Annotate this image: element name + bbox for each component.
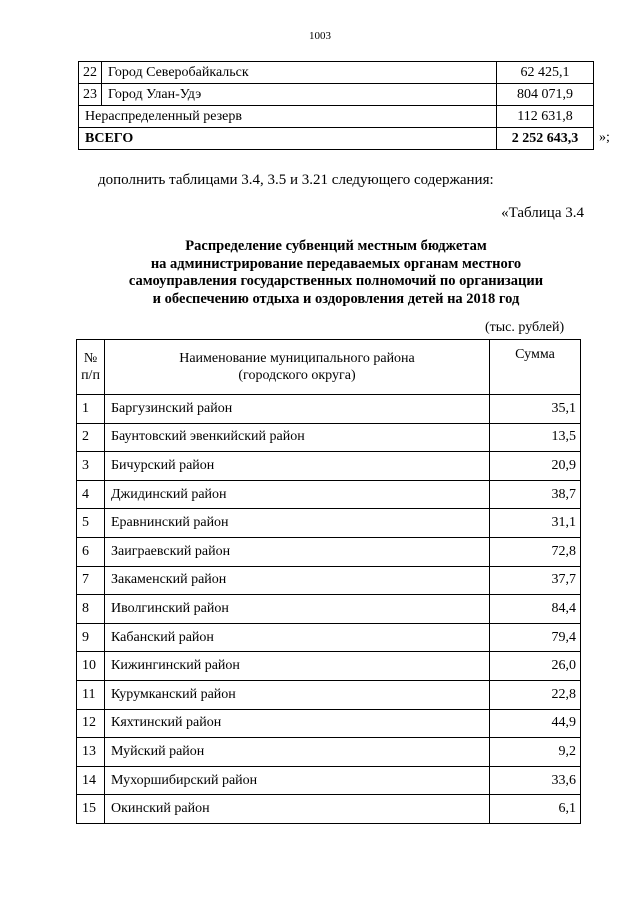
- row-name: Баргузинский район: [105, 395, 490, 424]
- heading-line: на администрирование передаваемых органам местного: [150, 255, 522, 272]
- subvention-table: [76, 339, 581, 824]
- previous-table-end: [78, 61, 594, 150]
- row-sum: 35,1: [490, 395, 581, 424]
- row-name: Заиграевский район: [105, 537, 490, 566]
- row-name: Баунтовский эвенкийский район: [105, 423, 490, 452]
- header-number-line1: №: [83, 351, 98, 366]
- header-number: [77, 340, 105, 395]
- heading-line: Распределение субвенций местным бюджетам: [185, 238, 487, 254]
- row-sum: 33,6: [490, 766, 581, 795]
- total-row: [79, 128, 594, 150]
- row-name: Бичурский район: [105, 452, 490, 481]
- row-sum: 6,1: [490, 795, 581, 824]
- table-row: [77, 795, 581, 824]
- row-number: 14: [77, 766, 105, 795]
- header-name: [105, 340, 490, 395]
- row-name: Мухоршибирский район: [105, 766, 490, 795]
- table-row: [79, 84, 594, 106]
- table-row: [77, 766, 581, 795]
- header-number-line2: п/п: [81, 368, 100, 383]
- row-number: 23: [79, 84, 102, 106]
- row-number: 6: [77, 537, 105, 566]
- row-sum: 79,4: [490, 623, 581, 652]
- row-name: Джидинский район: [105, 480, 490, 509]
- header-name-line2: (городского округа): [238, 368, 356, 383]
- table-row: [77, 680, 581, 709]
- row-number: 4: [77, 480, 105, 509]
- table-row: [77, 537, 581, 566]
- table-row: [77, 395, 581, 424]
- table-heading: [78, 238, 594, 308]
- heading-line: и обеспечению отдыха и оздоровления детей на 2018 год: [152, 290, 520, 307]
- table-label: «Таблица 3.4: [501, 205, 584, 221]
- row-sum: 38,7: [490, 480, 581, 509]
- row-name: Кяхтинский район: [105, 709, 490, 738]
- row-sum: 44,9: [490, 709, 581, 738]
- row-number: 13: [77, 738, 105, 767]
- total-label: ВСЕГО: [79, 128, 497, 150]
- table-row: [77, 595, 581, 624]
- row-name: Кижингинский район: [105, 652, 490, 681]
- row-sum: 37,7: [490, 566, 581, 595]
- row-number: 5: [77, 509, 105, 538]
- table-row: [77, 480, 581, 509]
- addition-paragraph: дополнить таблицами 3.4, 3.5 и 3.21 следующего содержания:: [98, 172, 494, 188]
- reserve-amount: 112 631,8: [497, 106, 594, 128]
- row-name: Курумканский район: [105, 680, 490, 709]
- closing-quote: »;: [599, 130, 610, 145]
- row-amount: 62 425,1: [497, 62, 594, 84]
- row-number: 10: [77, 652, 105, 681]
- table-header-row: [77, 340, 581, 395]
- row-number: 22: [79, 62, 102, 84]
- row-sum: 13,5: [490, 423, 581, 452]
- row-name: Кабанский район: [105, 623, 490, 652]
- table-row: [77, 652, 581, 681]
- row-amount: 804 071,9: [497, 84, 594, 106]
- header-sum: Сумма: [490, 340, 581, 395]
- total-amount: 2 252 643,3: [497, 128, 594, 150]
- table-body: [77, 395, 581, 824]
- row-sum: 72,8: [490, 537, 581, 566]
- row-number: 8: [77, 595, 105, 624]
- row-name: Город Северобайкальск: [102, 62, 497, 84]
- row-number: 7: [77, 566, 105, 595]
- table-row: [77, 738, 581, 767]
- row-name: Еравнинский район: [105, 509, 490, 538]
- row-sum: 9,2: [490, 738, 581, 767]
- row-number: 9: [77, 623, 105, 652]
- row-name: Закаменский район: [105, 566, 490, 595]
- row-name: Муйский район: [105, 738, 490, 767]
- row-name: Иволгинский район: [105, 595, 490, 624]
- row-sum: 20,9: [490, 452, 581, 481]
- table-row: [77, 623, 581, 652]
- reserve-label: Нераспределенный резерв: [79, 106, 497, 128]
- table-row: [77, 709, 581, 738]
- table-row: [77, 452, 581, 481]
- row-number: 1: [77, 395, 105, 424]
- table-row: [77, 509, 581, 538]
- row-name: Окинский район: [105, 795, 490, 824]
- page-number: 1003: [309, 30, 331, 42]
- row-number: 12: [77, 709, 105, 738]
- heading-line: самоуправления государственных полномочий по организации: [128, 273, 544, 289]
- row-number: 15: [77, 795, 105, 824]
- row-sum: 26,0: [490, 652, 581, 681]
- row-sum: 31,1: [490, 509, 581, 538]
- table-row: [77, 423, 581, 452]
- header-name-line1: Наименование муниципального района: [179, 351, 415, 366]
- row-sum: 22,8: [490, 680, 581, 709]
- table-row: [79, 62, 594, 84]
- row-name: Город Улан-Удэ: [102, 84, 497, 106]
- units-label: (тыс. рублей): [485, 320, 565, 335]
- row-number: 3: [77, 452, 105, 481]
- row-number: 11: [77, 680, 105, 709]
- reserve-row: [79, 106, 594, 128]
- row-number: 2: [77, 423, 105, 452]
- row-sum: 84,4: [490, 595, 581, 624]
- table-row: [77, 566, 581, 595]
